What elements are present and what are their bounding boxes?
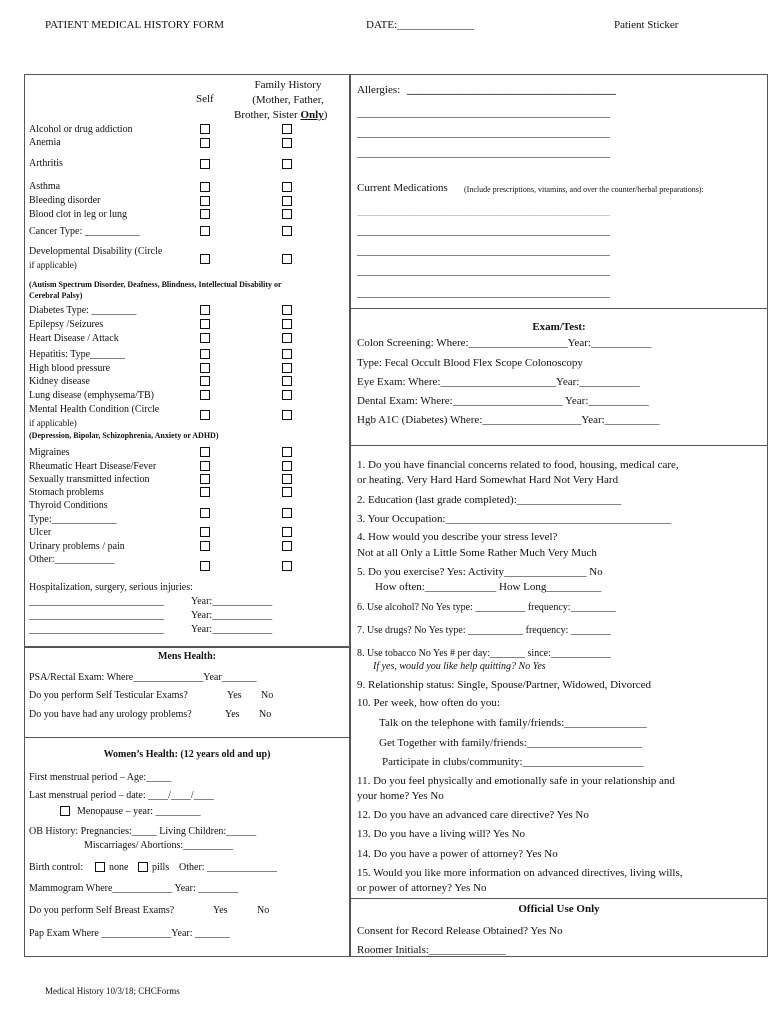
question-8[interactable]: 8. Use tobacco No Yes # per day:_______ since:____________	[357, 648, 611, 659]
allergies-line[interactable]: ______________________________________________	[357, 147, 610, 159]
self-checkbox[interactable]	[200, 349, 210, 359]
exam-test-title: Exam/Test:	[532, 321, 586, 333]
question-3[interactable]: 3. Your Occupation:_________________________________________	[357, 513, 672, 525]
family-checkbox[interactable]	[282, 541, 292, 551]
question-10: 10. Per week, how often do you:	[357, 697, 500, 709]
condition-mental: Mental Health Condition (Circle	[29, 404, 160, 415]
self-checkbox[interactable]	[200, 410, 210, 420]
birth-control-pills-checkbox[interactable]	[138, 862, 148, 872]
divider	[350, 898, 768, 899]
urology-yes[interactable]: Yes	[225, 709, 240, 720]
hospitalization-year[interactable]: Year:____________	[191, 610, 273, 621]
self-checkbox[interactable]	[200, 209, 210, 219]
self-checkbox[interactable]	[200, 447, 210, 457]
question-10-together[interactable]: Get Together with family/friends:_____________________	[379, 737, 643, 749]
question-10-clubs[interactable]: Participate in clubs/community:______________________	[382, 756, 644, 768]
dental-exam[interactable]: Dental Exam: Where:____________________ Year:___________	[357, 395, 649, 407]
testicular-exam-question: Do you perform Self Testicular Exams?	[29, 690, 188, 701]
condition-thyroid-type[interactable]: Type:_____________	[29, 514, 117, 525]
developmental-note: (Autism Spectrum Disorder, Deafness, Blindness, Intellectual Disability or	[29, 280, 282, 289]
question-11-options[interactable]: your home? Yes No	[357, 790, 444, 802]
breast-exam-no[interactable]: No	[257, 905, 270, 916]
condition-heart: Heart Disease / Attack	[29, 333, 119, 344]
testicular-no[interactable]: No	[261, 690, 274, 701]
form-title: PATIENT MEDICAL HISTORY FORM	[45, 19, 224, 31]
condition-lung: Lung disease (emphysema/TB)	[29, 390, 154, 401]
self-checkbox[interactable]	[200, 138, 210, 148]
condition-diabetes[interactable]: Diabetes Type: _________	[29, 305, 137, 316]
condition-asthma: Asthma	[29, 181, 61, 192]
family-checkbox[interactable]	[282, 182, 292, 192]
developmental-note-2: Cerebral Palsy)	[29, 291, 83, 300]
breast-exam-question: Do you perform Self Breast Exams?	[29, 905, 175, 916]
question-9[interactable]: 9. Relationship status: Single, Spouse/Partner, Widowed, Divorced	[357, 679, 652, 691]
footer-version: Medical History 10/3/18; CHCForms	[45, 986, 180, 996]
condition-cancer[interactable]: Cancer Type: ___________	[29, 226, 140, 237]
family-checkbox[interactable]	[282, 138, 292, 148]
mental-note: (Depression, Bipolar, Schizophrenia, Anxiety or ADHD)	[29, 431, 219, 440]
hospitalization-line[interactable]: ___________________________	[29, 624, 164, 635]
official-use-title: Official Use Only	[518, 903, 600, 915]
self-checkbox[interactable]	[200, 541, 210, 551]
divider	[24, 737, 350, 738]
womens-health-title: Women’s Health: (12 years old and up)	[103, 749, 271, 760]
divider	[350, 308, 768, 309]
family-checkbox[interactable]	[282, 410, 292, 420]
condition-blood-clot: Blood clot in leg or lung	[29, 209, 128, 220]
condition-migraines: Migraines	[29, 447, 70, 458]
question-2[interactable]: 2. Education (last grade completed):___________________	[357, 494, 622, 506]
condition-hbp: High blood pressure	[29, 363, 111, 374]
colon-type[interactable]: Type: Fecal Occult Blood Flex Scope Colonoscopy	[357, 357, 583, 369]
medications-line[interactable]: ______________________________________________	[357, 245, 610, 257]
hospitalization-year[interactable]: Year:____________	[191, 624, 273, 635]
family-checkbox[interactable]	[282, 124, 292, 134]
question-12[interactable]: 12. Do you have an advanced care directive? Yes No	[357, 809, 589, 821]
self-checkbox[interactable]	[200, 333, 210, 343]
question-13[interactable]: 13. Do you have a living will? Yes No	[357, 828, 526, 840]
family-checkbox[interactable]	[282, 349, 292, 359]
condition-hepatitis[interactable]: Hepatitis: Type_______	[29, 349, 126, 360]
eye-exam[interactable]: Eye Exam: Where:_____________________Year:___________	[357, 376, 640, 388]
birth-control-none: none	[109, 862, 129, 873]
urology-question: Do you have had any urology problems?	[29, 709, 192, 720]
consent-release[interactable]: Consent for Record Release Obtained? Yes No	[357, 925, 563, 937]
patient-sticker-label: Patient Sticker	[614, 19, 679, 31]
breast-exam-yes[interactable]: Yes	[213, 905, 228, 916]
self-checkbox[interactable]	[200, 124, 210, 134]
family-checkbox[interactable]	[282, 305, 292, 315]
medications-note: (Include prescriptions, vitamins, and over the counter/herbal preparations):	[464, 185, 704, 194]
hospitalization-line[interactable]: ___________________________	[29, 596, 164, 607]
medications-line[interactable]: ______________________________________________	[357, 225, 610, 237]
self-checkbox[interactable]	[200, 319, 210, 329]
last-menstrual[interactable]: Last menstrual period – date: ____/____/____	[29, 790, 214, 801]
condition-other[interactable]: Other:____________	[29, 554, 115, 565]
condition-stomach: Stomach problems	[29, 487, 104, 498]
self-checkbox[interactable]	[200, 363, 210, 373]
question-6[interactable]: 6. Use alcohol? No Yes type: __________ frequency:_________	[357, 602, 616, 613]
family-checkbox[interactable]	[282, 319, 292, 329]
family-checkbox[interactable]	[282, 376, 292, 386]
question-7[interactable]: 7. Use drugs? No Yes type: ___________ frequency: ________	[357, 625, 611, 636]
divider	[350, 445, 768, 446]
question-15-options[interactable]: or power of attorney? Yes No	[357, 882, 487, 894]
self-checkbox[interactable]	[200, 196, 210, 206]
question-14[interactable]: 14. Do you have a power of attorney? Yes No	[357, 848, 558, 860]
family-checkbox[interactable]	[282, 254, 292, 264]
condition-thyroid: Thyroid Conditions	[29, 500, 108, 511]
self-checkbox[interactable]	[200, 561, 210, 571]
medications-line[interactable]: ______________________________________________	[357, 287, 610, 299]
menopause-year[interactable]: Menopause – year: _________	[77, 806, 201, 817]
allergies-line[interactable]: ______________________________________	[407, 84, 616, 96]
condition-developmental: Developmental Disability (Circle	[29, 246, 163, 257]
self-checkbox[interactable]	[200, 376, 210, 386]
miscarriages[interactable]: Miscarriages/ Abortions:__________	[84, 840, 234, 851]
self-checkbox[interactable]	[200, 474, 210, 484]
roomer-initials[interactable]: Roomer Initials:______________	[357, 944, 506, 956]
family-checkbox[interactable]	[282, 196, 292, 206]
birth-control-pills: pills	[152, 862, 170, 873]
question-11: 11. Do you feel physically and emotionally safe in your relationship and	[357, 775, 675, 787]
question-4: 4. How would you describe your stress level?	[357, 531, 558, 543]
self-checkbox[interactable]	[200, 305, 210, 315]
hospitalization-line[interactable]: ___________________________	[29, 610, 164, 621]
family-header-1: Family History	[254, 79, 322, 91]
self-checkbox[interactable]	[200, 182, 210, 192]
condition-alcohol: Alcohol or drug addiction	[29, 124, 133, 135]
self-checkbox[interactable]	[200, 527, 210, 537]
condition-anemia: Anemia	[29, 137, 61, 148]
family-checkbox[interactable]	[282, 159, 292, 169]
colon-screening[interactable]: Colon Screening: Where:__________________Year:___________	[357, 337, 652, 349]
question-15: 15. Would you like more information on advanced directives, living wills,	[357, 867, 683, 879]
family-checkbox[interactable]	[282, 527, 292, 537]
hgb-a1c[interactable]: Hgb A1C (Diabetes) Where:__________________Year:__________	[357, 414, 660, 426]
question-4-options[interactable]: Not at all Only a Little Some Rather Much Very Much	[357, 547, 597, 559]
mammogram[interactable]: Mammogram Where____________ Year: ________	[29, 883, 239, 894]
psa-exam[interactable]: PSA/Rectal Exam: Where______________Year_______	[29, 672, 257, 683]
birth-control-other[interactable]: Other: ______________	[179, 862, 278, 873]
ob-history[interactable]: OB History: Pregnancies:_____ Living Children:______	[29, 826, 257, 837]
condition-kidney: Kidney disease	[29, 376, 90, 387]
pap-exam[interactable]: Pap Exam Where ______________Year: _______	[29, 928, 230, 939]
condition-mental-2: if applicable)	[29, 418, 77, 428]
condition-ulcer: Ulcer	[29, 527, 52, 538]
testicular-yes[interactable]: Yes	[227, 690, 242, 701]
condition-bleeding: Bleeding disorder	[29, 195, 101, 206]
question-1: 1. Do you have financial concerns related to food, housing, medical care,	[357, 459, 679, 471]
question-1-options[interactable]: or heating. Very Hard Hard Somewhat Hard Not Very Hard	[357, 474, 619, 486]
birth-control-none-checkbox[interactable]	[95, 862, 105, 872]
self-checkbox[interactable]	[200, 226, 210, 236]
family-checkbox[interactable]	[282, 561, 292, 571]
self-checkbox[interactable]	[200, 159, 210, 169]
menopause-checkbox[interactable]	[60, 806, 70, 816]
question-8-help[interactable]: If yes, would you like help quitting? No Yes	[373, 661, 546, 672]
condition-rheumatic: Rheumatic Heart Disease/Fever	[29, 461, 157, 472]
family-checkbox[interactable]	[282, 461, 292, 471]
question-10-telephone[interactable]: Talk on the telephone with family/friends:_______________	[379, 717, 647, 729]
medications-line[interactable]: ______________________________________________	[357, 265, 610, 277]
condition-epilepsy: Epilepsy /Seizures	[29, 319, 104, 330]
urology-no[interactable]: No	[259, 709, 272, 720]
allergies-line[interactable]: ______________________________________________	[357, 107, 610, 119]
self-column-header: Self	[196, 93, 214, 105]
question-5[interactable]: 5. Do you exercise? Yes: Activity_______________ No	[357, 566, 603, 578]
self-checkbox[interactable]	[200, 508, 210, 518]
family-checkbox[interactable]	[282, 333, 292, 343]
first-menstrual[interactable]: First menstrual period – Age:_____	[29, 772, 172, 783]
family-checkbox[interactable]	[282, 363, 292, 373]
mens-health-title: Mens Health:	[157, 651, 217, 662]
question-5-frequency[interactable]: How often:_____________ How Long__________	[375, 581, 602, 593]
family-checkbox[interactable]	[282, 508, 292, 518]
self-checkbox[interactable]	[200, 461, 210, 471]
family-checkbox[interactable]	[282, 447, 292, 457]
condition-arthritis: Arthritis	[29, 158, 63, 169]
condition-sti: Sexually transmitted infection	[29, 474, 150, 485]
self-checkbox[interactable]	[200, 390, 210, 400]
date-field[interactable]: DATE:______________	[366, 19, 475, 31]
family-checkbox[interactable]	[282, 390, 292, 400]
condition-developmental-2: if applicable)	[29, 260, 77, 270]
medications-label: Current Medications	[357, 182, 448, 194]
family-checkbox[interactable]	[282, 474, 292, 484]
hospitalization-year[interactable]: Year:____________	[191, 596, 273, 607]
birth-control-label: Birth control:	[29, 862, 84, 873]
family-header-3: Brother, Sister Only)	[234, 109, 328, 121]
family-checkbox[interactable]	[282, 226, 292, 236]
allergies-label: Allergies:	[357, 84, 401, 96]
self-checkbox[interactable]	[200, 487, 210, 497]
condition-urinary: Urinary problems / pain	[29, 541, 125, 552]
allergies-line[interactable]: ______________________________________________	[357, 127, 610, 139]
hospitalization-label: Hospitalization, surgery, serious injuries:	[29, 582, 193, 593]
family-checkbox[interactable]	[282, 209, 292, 219]
self-checkbox[interactable]	[200, 254, 210, 264]
family-header-2: (Mother, Father,	[252, 94, 324, 106]
medications-line[interactable]: ______________________________________________	[357, 205, 610, 217]
family-checkbox[interactable]	[282, 487, 292, 497]
